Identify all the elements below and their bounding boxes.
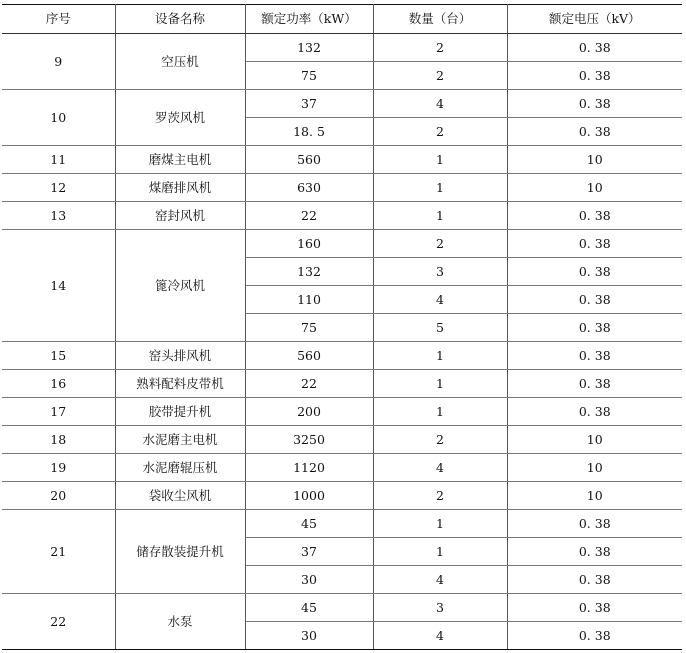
cell-rated-voltage: 0. 38: [507, 622, 682, 650]
cell-rated-power: 1120: [245, 454, 373, 482]
cell-device-name: 煤磨排风机: [115, 174, 245, 202]
table-row: [2, 202, 682, 230]
cell-quantity: 1: [373, 538, 507, 566]
cell-no: 21: [2, 510, 115, 594]
cell-rated-power: 75: [245, 314, 373, 342]
cell-no: 17: [2, 398, 115, 426]
cell-no: 10: [2, 90, 115, 146]
cell-rated-voltage: 0. 38: [507, 118, 682, 146]
cell-rated-power: 30: [245, 622, 373, 650]
cell-rated-voltage: 0. 38: [507, 566, 682, 594]
cell-rated-voltage: 0. 38: [507, 34, 682, 62]
cell-quantity: 2: [373, 118, 507, 146]
cell-quantity: 4: [373, 622, 507, 650]
cell-quantity: 4: [373, 566, 507, 594]
cell-device-name: 窑头排风机: [115, 342, 245, 370]
table-header: [2, 5, 682, 34]
table-row: [2, 342, 682, 370]
cell-quantity: 4: [373, 286, 507, 314]
cell-rated-power: 45: [245, 510, 373, 538]
table-row: [2, 426, 682, 454]
header-device-name: 设备名称: [115, 5, 245, 34]
header-row: [2, 5, 682, 34]
cell-device-name: 罗茨风机: [115, 90, 245, 146]
cell-device-name: 熟料配料皮带机: [115, 370, 245, 398]
cell-quantity: 1: [373, 398, 507, 426]
cell-rated-power: 18. 5: [245, 118, 373, 146]
cell-rated-voltage: 0. 38: [507, 90, 682, 118]
table-row: [2, 454, 682, 482]
cell-rated-power: 200: [245, 398, 373, 426]
cell-device-name: 水泵: [115, 594, 245, 650]
cell-rated-power: 560: [245, 342, 373, 370]
cell-rated-power: 630: [245, 174, 373, 202]
cell-rated-voltage: 10: [507, 482, 682, 510]
cell-rated-voltage: 0. 38: [507, 370, 682, 398]
cell-no: 22: [2, 594, 115, 650]
header-quantity: 数量（台）: [373, 5, 507, 34]
table-row: [2, 90, 682, 118]
cell-rated-voltage: 0. 38: [507, 510, 682, 538]
cell-rated-power: 37: [245, 538, 373, 566]
cell-quantity: 1: [373, 146, 507, 174]
table-row: [2, 370, 682, 398]
cell-rated-power: 160: [245, 230, 373, 258]
cell-quantity: 4: [373, 454, 507, 482]
table-row: [2, 146, 682, 174]
table-row: [2, 510, 682, 538]
cell-rated-voltage: 0. 38: [507, 314, 682, 342]
cell-quantity: 2: [373, 230, 507, 258]
cell-no: 18: [2, 426, 115, 454]
cell-rated-power: 132: [245, 258, 373, 286]
header-no: 序号: [2, 5, 115, 34]
cell-quantity: 2: [373, 62, 507, 90]
cell-quantity: 1: [373, 202, 507, 230]
table-row: [2, 594, 682, 622]
table-row: [2, 230, 682, 258]
cell-rated-voltage: 10: [507, 146, 682, 174]
cell-quantity: 5: [373, 314, 507, 342]
cell-quantity: 3: [373, 594, 507, 622]
cell-quantity: 3: [373, 258, 507, 286]
table-row: [2, 398, 682, 426]
cell-quantity: 1: [373, 510, 507, 538]
cell-quantity: 2: [373, 426, 507, 454]
cell-no: 13: [2, 202, 115, 230]
cell-rated-power: 22: [245, 202, 373, 230]
cell-rated-power: 37: [245, 90, 373, 118]
cell-quantity: 1: [373, 174, 507, 202]
cell-device-name: 胶带提升机: [115, 398, 245, 426]
table-row: [2, 482, 682, 510]
cell-device-name: 水泥磨辊压机: [115, 454, 245, 482]
cell-device-name: 袋收尘风机: [115, 482, 245, 510]
cell-no: 9: [2, 34, 115, 90]
cell-rated-voltage: 0. 38: [507, 538, 682, 566]
cell-quantity: 2: [373, 34, 507, 62]
cell-no: 14: [2, 230, 115, 342]
equipment-table: [2, 4, 682, 650]
cell-rated-power: 132: [245, 34, 373, 62]
table-row: [2, 174, 682, 202]
cell-rated-voltage: 0. 38: [507, 62, 682, 90]
cell-rated-power: 1000: [245, 482, 373, 510]
cell-rated-power: 22: [245, 370, 373, 398]
cell-rated-power: 75: [245, 62, 373, 90]
header-rated-power: 额定功率（kW）: [245, 5, 373, 34]
cell-rated-power: 45: [245, 594, 373, 622]
cell-rated-voltage: 0. 38: [507, 398, 682, 426]
cell-rated-voltage: 0. 38: [507, 342, 682, 370]
cell-quantity: 1: [373, 370, 507, 398]
cell-rated-voltage: 0. 38: [507, 286, 682, 314]
cell-device-name: 空压机: [115, 34, 245, 90]
cell-no: 11: [2, 146, 115, 174]
cell-rated-voltage: 10: [507, 454, 682, 482]
cell-quantity: 1: [373, 342, 507, 370]
cell-rated-voltage: 0. 38: [507, 594, 682, 622]
cell-rated-voltage: 10: [507, 426, 682, 454]
header-rated-voltage: 额定电压（kV）: [507, 5, 682, 34]
cell-rated-voltage: 10: [507, 174, 682, 202]
table-row: [2, 34, 682, 62]
table-body: [2, 34, 682, 650]
cell-quantity: 2: [373, 482, 507, 510]
cell-rated-voltage: 0. 38: [507, 258, 682, 286]
cell-rated-power: 30: [245, 566, 373, 594]
cell-no: 20: [2, 482, 115, 510]
cell-quantity: 4: [373, 90, 507, 118]
cell-no: 19: [2, 454, 115, 482]
cell-rated-voltage: 0. 38: [507, 202, 682, 230]
cell-no: 16: [2, 370, 115, 398]
cell-no: 15: [2, 342, 115, 370]
cell-device-name: 水泥磨主电机: [115, 426, 245, 454]
cell-rated-power: 3250: [245, 426, 373, 454]
cell-rated-power: 110: [245, 286, 373, 314]
cell-device-name: 窑封风机: [115, 202, 245, 230]
cell-device-name: 磨煤主电机: [115, 146, 245, 174]
cell-rated-voltage: 0. 38: [507, 230, 682, 258]
cell-device-name: 篦冷风机: [115, 230, 245, 342]
cell-no: 12: [2, 174, 115, 202]
cell-rated-power: 560: [245, 146, 373, 174]
cell-device-name: 储存散装提升机: [115, 510, 245, 594]
